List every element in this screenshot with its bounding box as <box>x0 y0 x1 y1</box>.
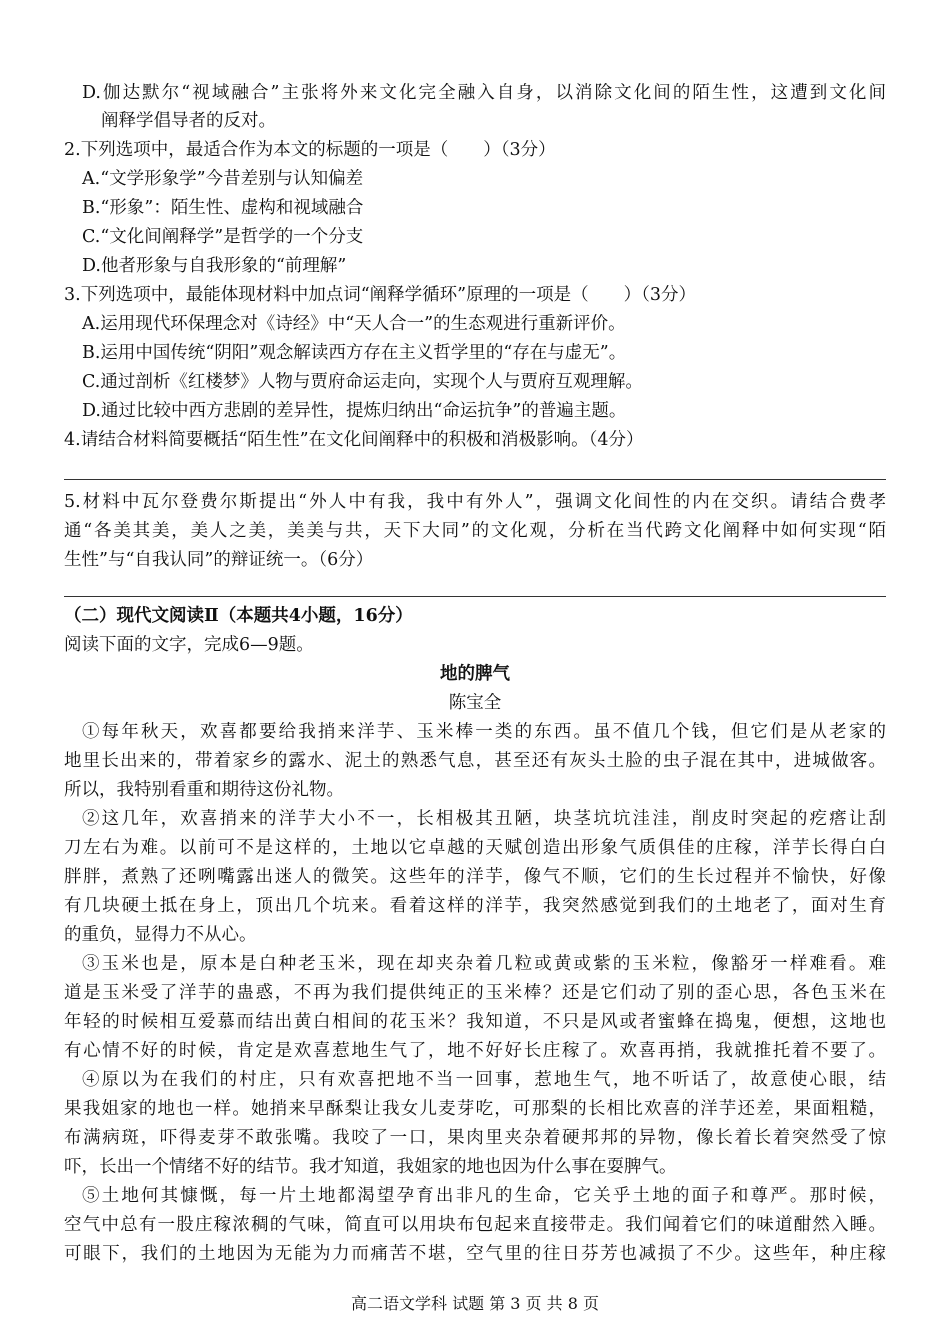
q2-option-d: D.他者形象与自我形象的“前理解” <box>82 256 347 276</box>
article-line: 空气中总有一股庄稼浓稠的气味，简直可以用块布包起来直接带走。我们闻着它们的味道酣然入睡。 <box>64 1215 886 1235</box>
article-line: 地里长出来的，带着家乡的露水、泥土的熟悉气息，甚至还有灰头土脸的虫子混在其中，进城做客。 <box>64 751 886 771</box>
article-line: ①每年秋天，欢喜都要给我捎来洋芋、玉米棒一类的东西。虽不值几个钱，但它们是从老家的 <box>82 722 886 742</box>
article-line: ④原以为在我们的村庄，只有欢喜把地不当一回事，惹地生气，地不听话了，故意使心眼，结 <box>82 1070 886 1090</box>
q1-option-d-line1: D.伽达默尔“视域融合”主张将外来文化完全融入自身，以消除文化间的陌生性，这遭到文化间 <box>82 83 886 103</box>
q3-option-c: C.通过剖析《红楼梦》人物与贾府命运走向，实现个人与贾府互观理解。 <box>82 372 643 392</box>
article-line: ③玉米也是，原本是白种老玉米，现在却夹杂着几粒或黄或紫的玉米粒，像豁牙一样难看。难 <box>82 954 886 974</box>
article-line: 吓，长出一个情绪不好的结节。我才知道，我姐家的地也因为什么事在耍脾气。 <box>64 1157 677 1177</box>
page-footer: 高二语文学科 试题 第 3 页 共 8 页 <box>351 1294 599 1313</box>
q2-option-c: C.“文化间阐释学”是哲学的一个分支 <box>82 227 364 247</box>
article-author: 陈宝全 <box>448 693 502 713</box>
q5-line3: 生性”与“自我认同”的辩证统一。（6分） <box>64 550 374 570</box>
q4-answer-line[interactable] <box>64 479 886 480</box>
q1-option-d-line2: 阐释学倡导者的反对。 <box>101 111 276 131</box>
article-line: 年轻的时候相互爱慕而结出黄白相间的花玉米？我知道，不只是风或者蜜蜂在捣鬼，便想，这地也 <box>64 1012 886 1032</box>
section2-heading: （二）现代文阅读Ⅱ（本题共4小题，16分） <box>64 606 413 626</box>
q2-option-b: B.“形象”：陌生性、虚构和视域融合 <box>82 198 364 218</box>
article-line: 的重负，显得力不从心。 <box>64 925 257 945</box>
article-line: 所以，我特别看重和期待这份礼物。 <box>64 780 344 800</box>
q3-option-b: B.运用中国传统“阴阳”观念解读西方存在主义哲学里的“存在与虚无”。 <box>82 343 627 363</box>
article-line: ⑤土地何其慷慨，每一片土地都渴望孕育出非凡的生命，它关乎土地的面子和尊严。那时候， <box>82 1186 886 1206</box>
article-line: 刀左右为难。以前可不是这样的，土地以它卓越的天赋创造出形象气质俱佳的庄稼，洋芋长得白白 <box>64 838 886 858</box>
article-line: 有心情不好的时候，肯定是欢喜惹地生气了，地不好好长庄稼了。欢喜再捎，我就推托着不要了。 <box>64 1041 886 1061</box>
q2-stem: 2.下列选项中，最适合作为本文的标题的一项是（ ）（3分） <box>64 140 556 160</box>
q3-stem: 3.下列选项中，最能体现材料中加点词“阐释学循环”原理的一项是（ ）（3分） <box>64 285 696 305</box>
q3-option-d: D.通过比较中西方悲剧的差异性，提炼归纳出“命运抗争”的普遍主题。 <box>82 401 627 421</box>
article-line: 布满病斑，吓得麦芽不敢张嘴。我咬了一口，果肉里夹杂着硬邦邦的异物，像长着长着突然受了惊 <box>64 1128 886 1148</box>
article-line: 可眼下，我们的土地因为无能为力而痛苦不堪，空气里的往日芬芳也减损了不少。这些年，种庄稼 <box>64 1244 886 1264</box>
q5-answer-line[interactable] <box>64 596 886 597</box>
article-line: 胖胖，煮熟了还咧嘴露出迷人的微笑。这些年的洋芋，像气不顺，它们的生长过程并不愉快，好像 <box>64 867 886 887</box>
article-line: 道是玉米受了洋芋的蛊惑，不再为我们提供纯正的玉米棒？还是它们动了别的歪心思，各色玉米在 <box>64 983 886 1003</box>
section2-instruction: 阅读下面的文字，完成6—9题。 <box>64 635 314 655</box>
article-line: 果我姐家的地也一样。她捎来早酥梨让我女儿麦芽吃，可那梨的长相比欢喜的洋芋还差，果面粗糙， <box>64 1099 886 1119</box>
q3-option-a: A.运用现代环保理念对《诗经》中“天人合一”的生态观进行重新评价。 <box>82 314 626 334</box>
q4-stem: 4.请结合材料简要概括“陌生性”在文化间阐释中的积极和消极影响。（4分） <box>64 430 644 450</box>
article-line: ②这几年，欢喜捎来的洋芋大小不一，长相极其丑陋，块茎坑坑洼洼，削皮时突起的疙瘩让刮 <box>82 809 886 829</box>
article-title: 地的脾气 <box>440 664 510 684</box>
q2-option-a: A.“文学形象学”今昔差别与认知偏差 <box>82 169 364 189</box>
q5-line1: 5.材料中瓦尔登费尔斯提出“外人中有我，我中有外人”，强调文化间性的内在交织。请结合费孝 <box>64 492 886 512</box>
article-line: 有几块硬土抵在身上，顶出几个坑来。看着这样的洋芋，我突然感觉到我们的土地老了，面对生育 <box>64 896 886 916</box>
q5-line2: 通“各美其美，美人之美，美美与共，天下大同”的文化观，分析在当代跨文化阐释中如何实现“陌 <box>64 521 886 541</box>
